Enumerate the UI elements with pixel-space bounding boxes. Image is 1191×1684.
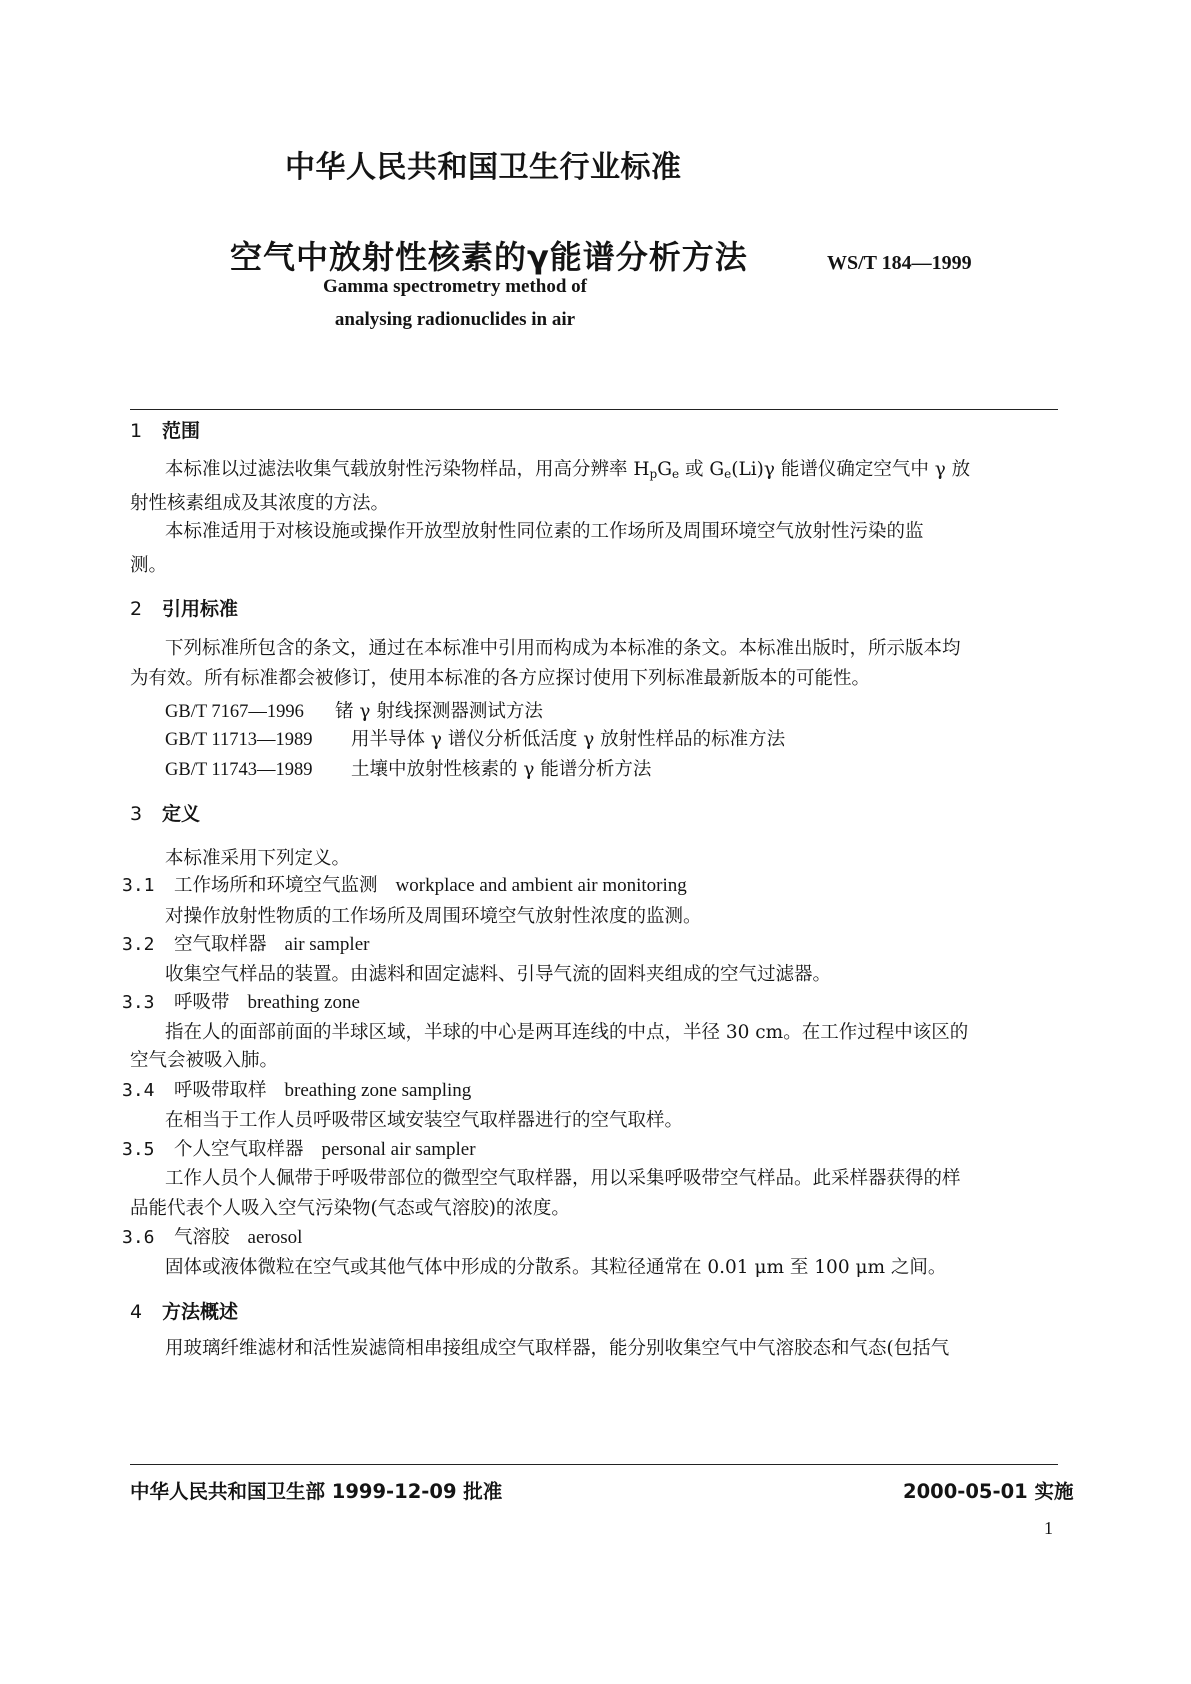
approval-line: 中华人民共和国卫生部 1999-12-09 批准: [130, 1480, 503, 1503]
standard-code: [827, 250, 972, 275]
definition-text: 品能代表个人吸入空气污染物(气态或气溶胶)的浓度。: [130, 1198, 570, 1219]
section-2-para-line-2: 为有效。所有标准都会被修订，使用本标准的各方应探讨使用下列标准最新版本的可能性。: [130, 668, 871, 689]
reference-item: GB/T 11743—1989 土壤中放射性核素的 γ 能谱分析方法: [165, 759, 652, 780]
english-title-line-1: Gamma spectrometry method of: [323, 276, 587, 297]
section-title: 范围: [162, 420, 201, 442]
section-1-para-2-line-2: 测。: [130, 555, 168, 576]
section-title: 定义: [162, 803, 201, 825]
section-3-heading: [130, 799, 200, 826]
definition-term: 3.2 空气取样器 air sampler: [122, 934, 370, 955]
section-number: 1: [130, 420, 143, 442]
section-number: 2: [130, 598, 143, 620]
definition-term: 3.3 呼吸带 breathing zone: [122, 992, 360, 1013]
definition-text: 固体或液体微粒在空气或其他气体中形成的分散系。其粒径通常在 0.01 μm 至 100 μm 之间。: [165, 1257, 947, 1278]
definition-text: 工作人员个人佩带于呼吸带部位的微型空气取样器，用以采集呼吸带空气样品。此采样器获得的样: [165, 1168, 961, 1189]
section-number: 4: [130, 1301, 143, 1323]
section-4-heading: [130, 1297, 238, 1324]
section-number: 3: [130, 803, 143, 825]
section-1-para-2-line-1: 本标准适用于对核设施或操作开放型放射性同位素的工作场所及周围环境空气放射性污染的监: [165, 521, 924, 542]
implementation-line: 2000-05-01 实施: [903, 1480, 1074, 1503]
section-4-para-line-1: 用玻璃纤维滤材和活性炭滤筒相串接组成空气取样器，能分别收集空气中气溶胶态和气态(包括气: [165, 1338, 950, 1359]
definition-term: 3.5 个人空气取样器 personal air sampler: [122, 1139, 476, 1160]
definition-term: 3.1 工作场所和环境空气监测 workplace and ambient air monitoring: [122, 875, 687, 896]
section-2-para-line-1: 下列标准所包含的条文，通过在本标准中引用而构成为本标准的条文。本标准出版时，所示版本均: [165, 638, 961, 659]
reference-item: GB/T 7167—1996 锗 γ 射线探测器测试方法: [165, 701, 543, 722]
footer-divider: [130, 1464, 1058, 1465]
document-title: 空气中放射性核素的γ能谱分析方法: [230, 238, 748, 276]
definition-text: 空气会被吸入肺。: [130, 1050, 279, 1071]
standard-type: 中华人民共和国卫生行业标准: [285, 150, 682, 185]
standard-code-text: WS/T 184—1999: [827, 252, 972, 274]
section-title: 引用标准: [162, 598, 239, 620]
definition-text: 指在人的面部前面的半球区域，半球的中心是两耳连线的中点，半径 30 cm。在工作过程中该区的: [165, 1022, 969, 1043]
definition-text: 对操作放射性物质的工作场所及周围环境空气放射性浓度的监测。: [165, 906, 702, 927]
definition-term: 3.6 气溶胶 aerosol: [122, 1227, 303, 1248]
section-1-para-1-line-1: 本标准以过滤法收集气载放射性污染物样品，用高分辨率 $H_pG_e$ 或 $G_e(Li)\gamma$ 能谱仪确定空气中 γ 放: [165, 459, 971, 481]
definition-text: 在相当于工作人员呼吸带区域安装空气取样器进行的空气取样。: [165, 1110, 684, 1131]
section-1-heading: [130, 416, 200, 443]
reference-item: GB/T 11713—1989 用半导体 γ 谱仪分析低活度 γ 放射性样品的标准方法: [165, 729, 786, 750]
english-title-line-2: analysing radionuclides in air: [334, 309, 576, 330]
header-divider: [130, 409, 1058, 410]
section-1-para-1-line-2: 射性核素组成及其浓度的方法。: [130, 493, 390, 514]
definition-term: 3.4 呼吸带取样 breathing zone sampling: [122, 1080, 472, 1101]
page-number: 1: [1044, 1518, 1053, 1538]
definition-text: 收集空气样品的装置。由滤料和固定滤料、引导气流的固料夹组成的空气过滤器。: [165, 964, 832, 985]
section-title: 方法概述: [162, 1301, 239, 1323]
section-3-intro: 本标准采用下列定义。: [165, 848, 351, 869]
section-2-heading: [130, 594, 238, 621]
